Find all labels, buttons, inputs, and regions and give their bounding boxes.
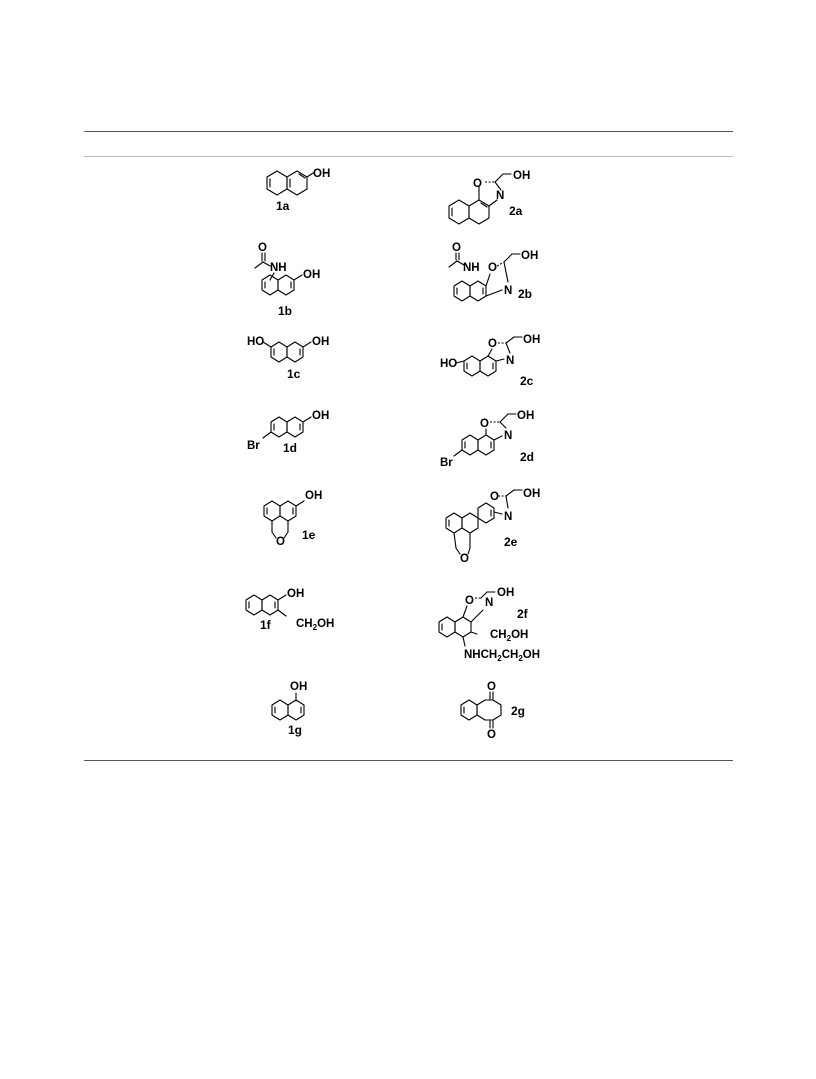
compound-label-1c: 1c bbox=[287, 367, 301, 381]
compound-label-1f: 1f bbox=[260, 618, 271, 632]
oh-label: OH bbox=[523, 334, 541, 346]
nh-label: NH bbox=[463, 262, 480, 274]
structure-1f bbox=[240, 584, 350, 639]
compound-label-2b: 2b bbox=[518, 287, 533, 301]
oh-label: OH bbox=[287, 588, 305, 600]
structure-1b bbox=[248, 240, 338, 320]
compound-label-1a: 1a bbox=[276, 199, 290, 213]
ether-oxygen-label: O bbox=[460, 553, 469, 565]
oh-label: OH bbox=[523, 488, 541, 500]
table-top-rule bbox=[84, 131, 733, 132]
compound-label-2e: 2e bbox=[504, 535, 518, 549]
ring-nitrogen-label: N bbox=[506, 355, 515, 367]
oh-label: OH bbox=[303, 269, 321, 281]
ch2oh-label: $CH_2OH$ bbox=[490, 629, 529, 643]
bromine-label: Br bbox=[247, 440, 260, 452]
carbonyl-oxygen-label: O bbox=[258, 242, 267, 254]
bottom-oxygen-label: O bbox=[487, 729, 496, 741]
structure-2c bbox=[440, 333, 550, 393]
structure-2f bbox=[433, 584, 563, 664]
oh-label: OH bbox=[521, 250, 539, 262]
ring-oxygen-label: O bbox=[488, 338, 497, 350]
compound-label-2g: 2g bbox=[511, 704, 526, 718]
compound-label-2c: 2c bbox=[520, 374, 534, 388]
ring-nitrogen-label: N bbox=[496, 190, 505, 202]
ring-nitrogen-label: N bbox=[504, 430, 513, 442]
structure-2b bbox=[440, 240, 550, 310]
structure-2g bbox=[455, 675, 545, 745]
ether-oxygen-label: O bbox=[276, 536, 285, 548]
structure-1a bbox=[255, 165, 335, 220]
ring-oxygen-label: O bbox=[480, 418, 489, 430]
ring-oxygen-label: O bbox=[490, 491, 499, 503]
oh-label: OH bbox=[497, 587, 515, 599]
structure-2a bbox=[445, 168, 545, 228]
structure-2d bbox=[440, 404, 550, 474]
structure-2e bbox=[440, 484, 550, 569]
top-oxygen-label: O bbox=[487, 681, 496, 693]
ho-label: HO bbox=[440, 358, 458, 370]
hydroxyl-right-label: OH bbox=[312, 336, 330, 348]
compound-label-2a: 2a bbox=[509, 204, 523, 218]
structure-1c bbox=[245, 333, 345, 383]
oh-label: OH bbox=[313, 168, 331, 180]
ch2oh-label: $CH_2OH$ bbox=[296, 618, 335, 632]
compound-label-1b: 1b bbox=[278, 304, 293, 318]
compound-label-1e: 1e bbox=[302, 528, 316, 542]
ring-nitrogen-label: N bbox=[485, 597, 494, 609]
compound-label-1g: 1g bbox=[288, 723, 303, 737]
ring-nitrogen-label: N bbox=[504, 511, 513, 523]
amine-label: $NHCH_2CH_2OH$ bbox=[464, 649, 541, 663]
table-bottom-rule bbox=[84, 760, 733, 761]
hydroxyl-left-label: HO bbox=[247, 336, 265, 348]
structure-1d bbox=[245, 404, 345, 459]
nh-label: NH bbox=[270, 262, 287, 274]
ring-oxygen-label: O bbox=[465, 595, 474, 607]
structure-1g bbox=[258, 675, 338, 740]
ring-oxygen-label: O bbox=[488, 262, 497, 274]
oh-label: OH bbox=[312, 410, 330, 422]
compound-label-1d: 1d bbox=[283, 441, 298, 455]
oh-label: OH bbox=[305, 490, 323, 502]
carbonyl-oxygen-label: O bbox=[452, 242, 461, 254]
oh-label: OH bbox=[290, 681, 308, 693]
structure-1e bbox=[250, 484, 350, 554]
bromine-label: Br bbox=[440, 457, 453, 469]
ring-oxygen-label: O bbox=[473, 178, 482, 190]
table-header-rule bbox=[84, 156, 733, 157]
compound-label-2f: 2f bbox=[517, 607, 528, 621]
oh-label: OH bbox=[517, 410, 535, 422]
ring-nitrogen-label: N bbox=[504, 285, 513, 297]
compound-label-2d: 2d bbox=[520, 450, 535, 464]
oh-label: OH bbox=[513, 170, 531, 182]
